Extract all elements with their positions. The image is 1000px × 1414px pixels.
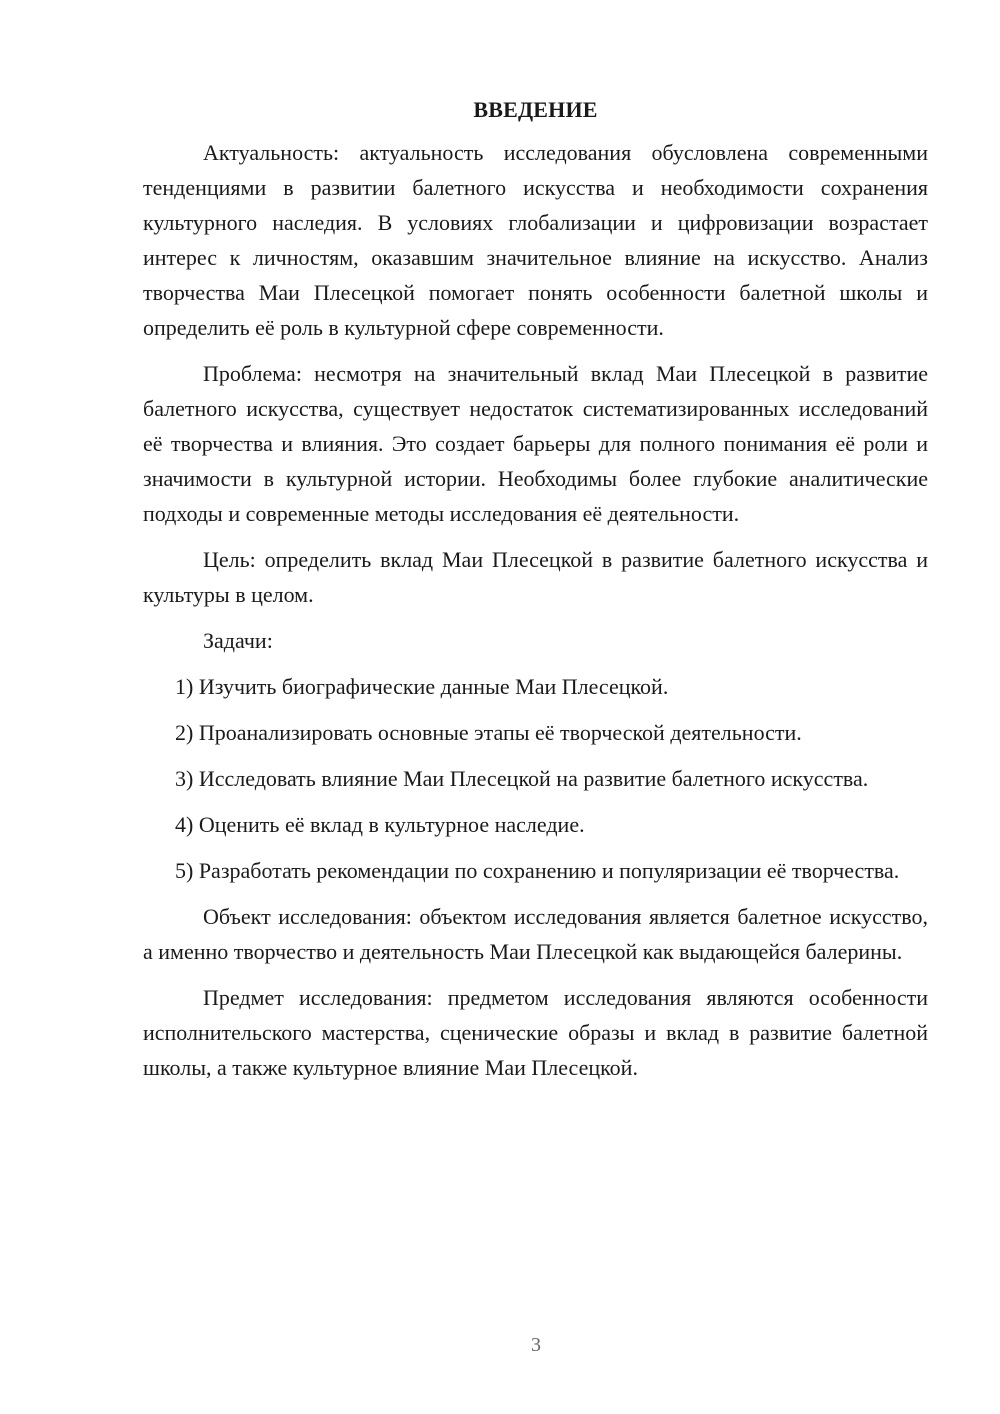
object-paragraph: Объект исследования: объектом исследования является балетное искусство, а именно творчество и деятельность Маи Плесецкой как выдающейся балерины. bbox=[143, 904, 928, 964]
task-item-5: 5) Разработать рекомендации по сохранению и популяризации её творчества. bbox=[175, 858, 900, 883]
problem-paragraph: Проблема: несмотря на значительный вклад Маи Плесецкой в развитие балетного искусства, существует недостаток систематизированных исследований её творчества и влияния. Это создает барьеры для полного понимания её роли и значимости в культурной истории. Необходимы более глубокие аналитические подходы и современные методы исследования её деятельности. bbox=[143, 361, 928, 526]
page-content bbox=[143, 92, 928, 1096]
page-number: 3 bbox=[531, 1334, 541, 1356]
page-title: ВВЕДЕНИЕ bbox=[473, 97, 598, 122]
task-item-4: 4) Оценить её вклад в культурное наследие. bbox=[175, 812, 585, 837]
goal-paragraph: Цель: определить вклад Маи Плесецкой в развитие балетного искусства и культуры в целом. bbox=[143, 547, 928, 607]
subject-paragraph: Предмет исследования: предметом исследования являются особенности исполнительского мастерства, сценические образы и вклад в развитие балетной школы, а также культурное влияние Маи Плесецкой. bbox=[143, 985, 928, 1080]
task-item-3: 3) Исследовать влияние Маи Плесецкой на развитие балетного искусства. bbox=[175, 766, 869, 791]
tasks-heading: Задачи: bbox=[203, 628, 273, 653]
relevance-paragraph: Актуальность: актуальность исследования обусловлена современными тенденциями в развитии балетного искусства и необходимости сохранения культурного наследия. В условиях глобализации и цифровизации возрастает интерес к личностям, оказавшим значительное влияние на искусство. Анализ творчества Маи Плесецкой помогает понять особенности балетной школы и определить её роль в культурной сфере современности. bbox=[143, 140, 928, 340]
task-item-2: 2) Проанализировать основные этапы её творческой деятельности. bbox=[175, 720, 802, 745]
task-item-1: 1) Изучить биографические данные Маи Плесецкой. bbox=[175, 674, 669, 699]
